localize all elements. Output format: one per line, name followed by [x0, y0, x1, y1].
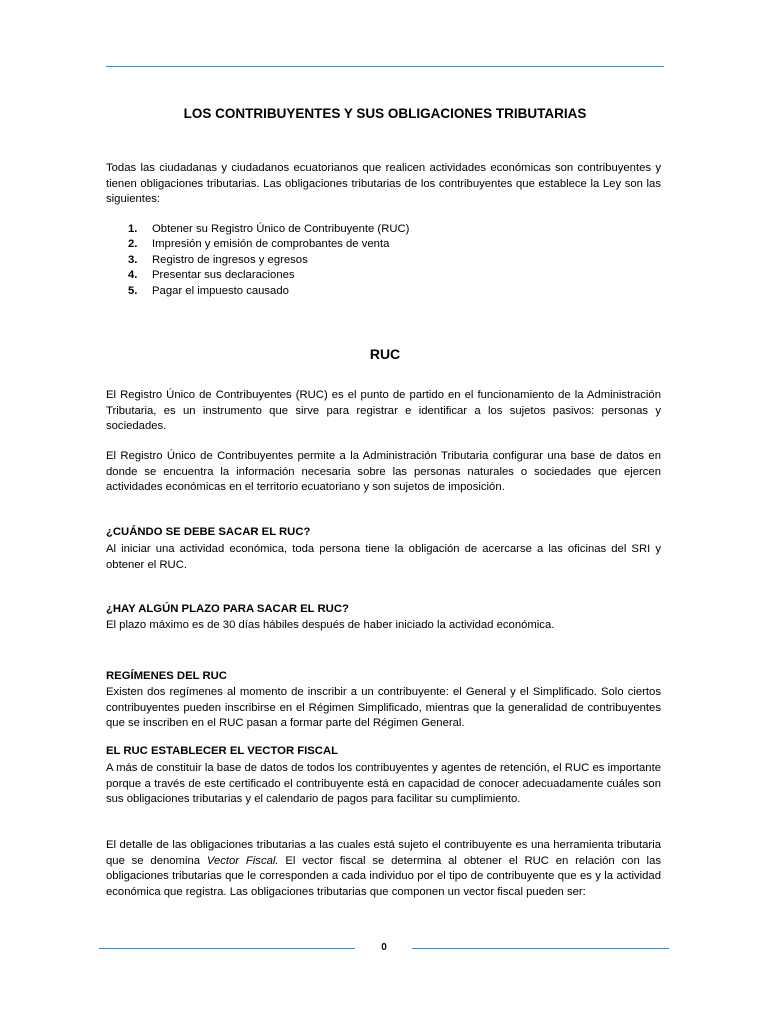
question-answer-when: Al iniciar una actividad económica, toda persona tiene la obligación de acercarse a las oficinas del SRI y obtener el RUC.: [106, 543, 661, 571]
list-item: 1. Obtener su Registro Único de Contribuyente (RUC): [128, 223, 410, 235]
list-item: 2. Impresión y emisión de comprobantes de venta: [128, 238, 390, 251]
footer-rule-left: [99, 948, 355, 949]
fiscal-vector-paragraph-2: El detalle de las obligaciones tributarias a las cuales está sujeto el contribuyente es una herramienta tributaria que se denomina Vector Fiscal. El vector fiscal se determina al obtener el RUC en relación con las obligaciones tributarias que le corresponden a cada individuo por el tipo de contribuyente que es y la actividad económica que registra. Las obligaciones tributarias que componen un vector fiscal pueden ser:: [106, 839, 661, 898]
footer-rule-right: [412, 948, 669, 949]
ruc-paragraph-2: El Registro Único de Contribuyentes permite a la Administración Tributaria configurar una base de datos en donde se encuentra la información necesaria sobre las personas naturales o sociedades que ejercen actividades económicas en el territorio ecuatoriano y son sujetos de imposición.: [106, 450, 661, 493]
vector-fiscal-term: Vector Fiscal.: [206, 854, 279, 867]
ruc-paragraph-1: El Registro Único de Contribuyentes (RUC) es el punto de partido en el funcionamiento de la Administración Tributaria, es un instrumento que sirve para registrar e identificar a los sujetos pasivos: personas y sociedades.: [106, 389, 661, 432]
fiscal-vector-paragraph-1: A más de constituir la base de datos de todos los contribuyentes y agentes de retención, el RUC es importante porque a través de este certificado el contribuyente está en capacidad de conocer adecuadamente cuáles son sus obligaciones tributarias y el calendario de pagos para facilitar su cumplimiento.: [106, 762, 661, 805]
section-title-ruc: RUC: [369, 346, 401, 362]
header-rule: [106, 66, 664, 67]
document-title: LOS CONTRIBUYENTES Y SUS OBLIGACIONES TRIBUTARIAS: [183, 106, 587, 121]
intro-paragraph: Todas las ciudadanas y ciudadanos ecuatorianos que realicen actividades económicas son contribuyentes y tienen obligaciones tributarias. Las obligaciones tributarias de los contribuyentes que establece la Ley son las siguientes:: [106, 162, 661, 205]
question-heading-when: ¿CUÁNDO SE DEBE SACAR EL RUC?: [106, 526, 311, 538]
list-item: 3. Registro de ingresos y egresos: [128, 253, 308, 266]
regimes-heading: REGÍMENES DEL RUC: [106, 670, 227, 682]
question-answer-deadline: El plazo máximo es de 30 días hábiles después de haber iniciado la actividad económica.: [106, 619, 555, 631]
list-item: 4. Presentar sus declaraciones: [128, 269, 295, 282]
page-number: 0: [381, 942, 387, 953]
list-item: 5. Pagar el impuesto causado: [128, 284, 289, 297]
regimes-paragraph: Existen dos regímenes al momento de inscribir a un contribuyente: el General y el Simplificado. Solo ciertos contribuyentes pueden inscribirse en el Régimen Simplificado, mientras que la generalidad de contribuyentes que se inscriben en el RUC pasan a formar parte del Régimen General.: [106, 686, 661, 729]
fiscal-vector-heading: EL RUC ESTABLECER EL VECTOR FISCAL: [106, 745, 339, 757]
question-heading-deadline: ¿HAY ALGÚN PLAZO PARA SACAR EL RUC?: [106, 603, 349, 615]
obligations-list: [106, 222, 409, 299]
